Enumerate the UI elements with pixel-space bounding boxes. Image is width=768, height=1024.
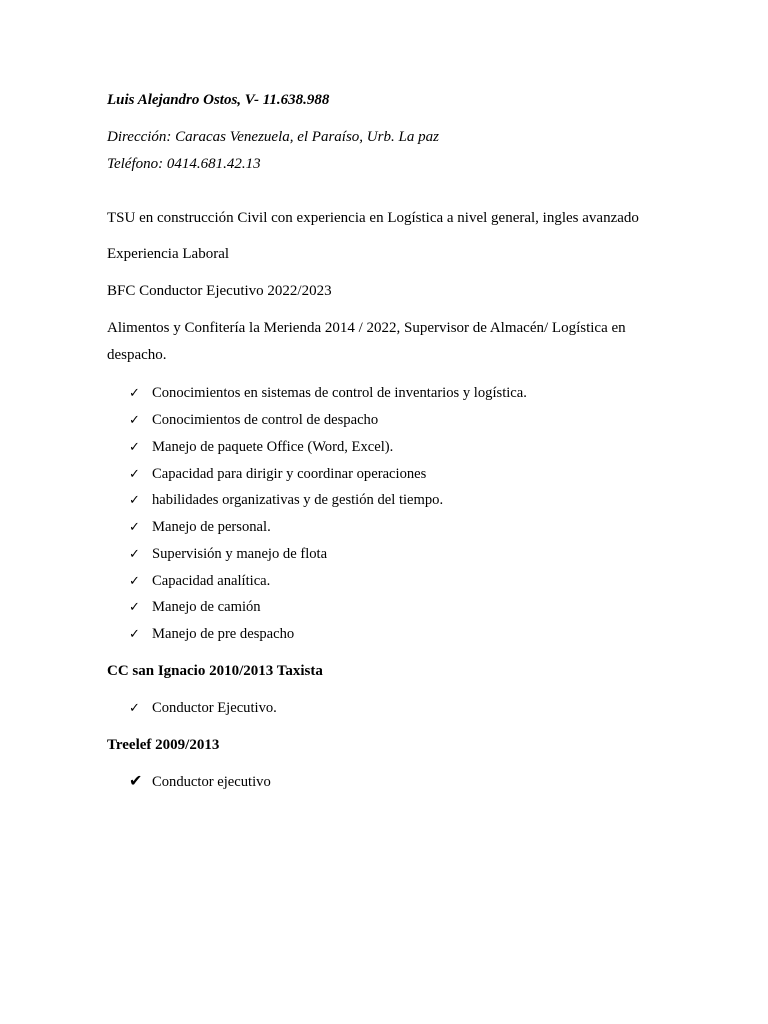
list-item: ✓ Capacidad analítica. bbox=[129, 573, 271, 589]
job-merienda: Alimentos y Confitería la Merienda 2014 / 2022, Supervisor de Almacén/ Logística en despacho. bbox=[107, 320, 626, 363]
checkmark-icon: ✓ bbox=[129, 573, 140, 588]
list-item: ✓ Manejo de camión bbox=[129, 599, 261, 615]
list-item: ✓ Manejo de pre despacho bbox=[129, 626, 295, 642]
name-line: Luis Alejandro Ostos, V- 11.638.988 bbox=[107, 92, 330, 108]
checkmark-icon: ✓ bbox=[129, 439, 140, 454]
checkmark-icon: ✓ bbox=[129, 700, 140, 715]
checkmark-icon: ✓ bbox=[129, 599, 140, 614]
checkmark-icon: ✓ bbox=[129, 546, 140, 561]
experience-heading: Experiencia Laboral bbox=[107, 246, 230, 262]
list-item: ✓ Supervisión y manejo de flota bbox=[129, 546, 328, 562]
checkmark-icon: ✔ bbox=[129, 773, 143, 790]
checkmark-icon: ✓ bbox=[129, 385, 140, 400]
list-item: ✓ Conductor Ejecutivo. bbox=[129, 700, 277, 716]
list-item: ✔ Conductor ejecutivo bbox=[129, 773, 271, 790]
checkmark-icon: ✓ bbox=[129, 412, 140, 427]
job-bfc: BFC Conductor Ejecutivo 2022/2023 bbox=[107, 283, 332, 299]
checkmark-icon: ✓ bbox=[129, 519, 140, 534]
checkmark-icon: ✓ bbox=[129, 466, 140, 481]
list-item: ✓ Manejo de personal. bbox=[129, 519, 271, 535]
checkmark-icon: ✓ bbox=[129, 626, 140, 641]
job-san-ignacio: CC san Ignacio 2010/2013 Taxista bbox=[107, 663, 323, 679]
list-item: ✓ Capacidad para dirigir y coordinar operaciones bbox=[129, 466, 427, 482]
job-treelef: Treelef 2009/2013 bbox=[107, 737, 220, 753]
checkmark-icon: ✓ bbox=[129, 492, 140, 507]
list-item: ✓ Manejo de paquete Office (Word, Excel). bbox=[129, 439, 394, 455]
phone-line: Teléfono: 0414.681.42.13 bbox=[107, 156, 261, 172]
list-item: ✓ habilidades organizativas y de gestión del tiempo. bbox=[129, 492, 444, 508]
list-item: ✓ Conocimientos de control de despacho bbox=[129, 412, 379, 428]
address-line: Dirección: Caracas Venezuela, el Paraíso, Urb. La paz bbox=[107, 129, 439, 145]
list-item: ✓ Conocimientos en sistemas de control de inventarios y logística. bbox=[129, 385, 527, 401]
summary-line: TSU en construcción Civil con experiencia en Logística a nivel general, ingles avanzado bbox=[107, 210, 639, 226]
